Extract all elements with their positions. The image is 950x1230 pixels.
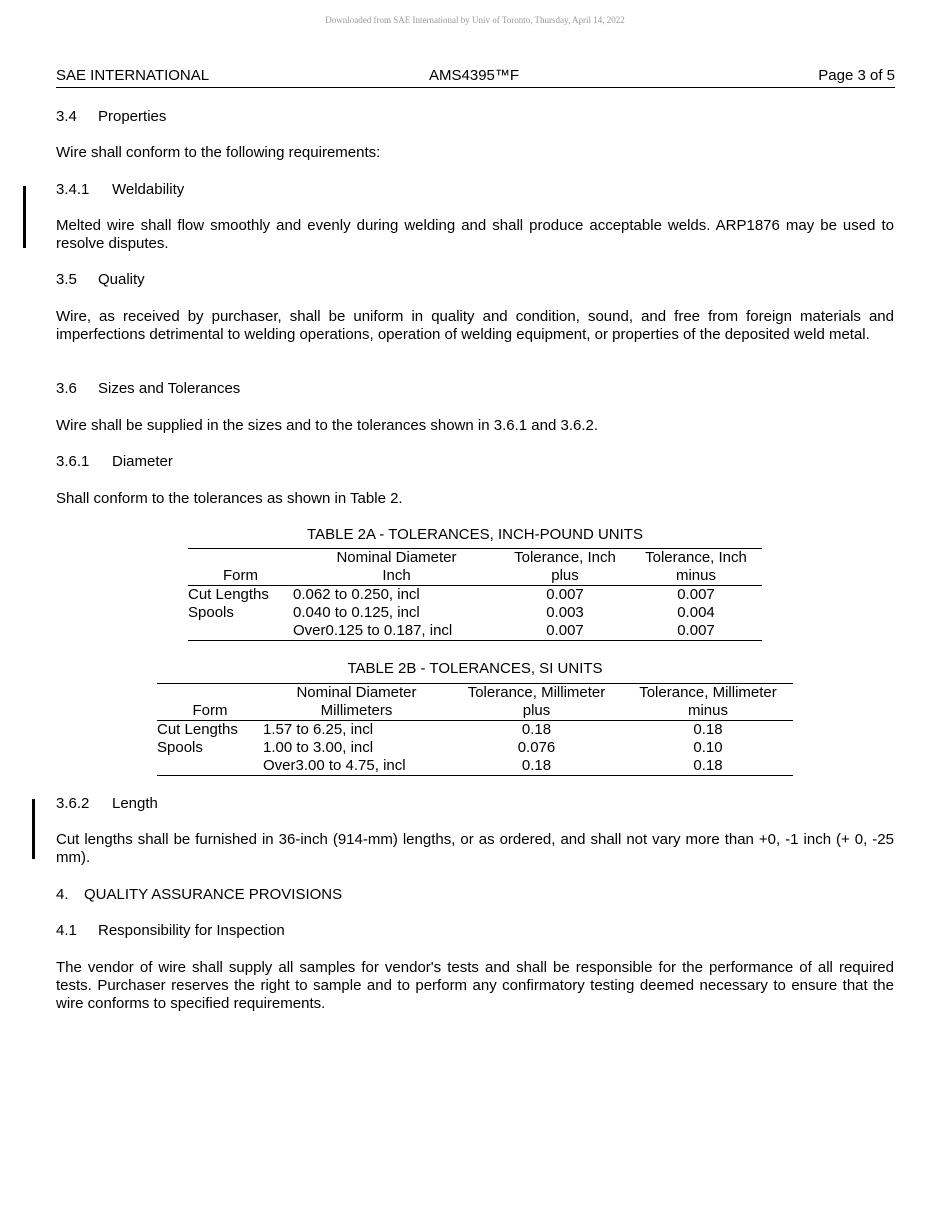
section-title: Weldability <box>112 181 185 198</box>
column-header-unit: Inch <box>293 567 500 586</box>
diameter-cell: 1.57 to 6.25, incl <box>263 721 374 738</box>
table-row <box>157 739 793 757</box>
page-header <box>56 67 895 88</box>
section-3-4-1-heading <box>56 181 894 199</box>
table-row <box>188 586 762 605</box>
diameter-cell: 1.00 to 3.00, incl <box>263 739 374 756</box>
section-title: Diameter <box>112 453 173 470</box>
section-3-4-body: Wire shall conform to the following requirements: <box>56 144 381 161</box>
table-2a-caption: TABLE 2A - TOLERANCES, INCH-POUND UNITS <box>307 526 643 543</box>
column-header-tolerance-minus: Tolerance, Inch <box>630 549 762 568</box>
section-3-6-body: Wire shall be supplied in the sizes and to the tolerances shown in 3.6.1 and 3.6.2. <box>56 417 598 434</box>
column-header-form <box>188 549 293 568</box>
minus-cell: 0.007 <box>630 622 762 641</box>
column-header-plus: plus <box>500 567 630 586</box>
section-title: QUALITY ASSURANCE PROVISIONS <box>84 886 343 903</box>
column-header-unit: Millimeters <box>263 702 450 721</box>
table-2b-caption: TABLE 2B - TOLERANCES, SI UNITS <box>347 660 603 677</box>
column-header-nominal-diameter: Nominal Diameter <box>293 549 500 568</box>
section-3-6-1-heading <box>56 453 894 471</box>
column-header-form: Form <box>157 702 263 721</box>
section-4-1-body: The vendor of wire shall supply all samples for vendor's tests and shall be responsible for the performance of all required tests. Purchaser reserves the right to sample and to perform any confirmatory testing deemed necessary to ensure that the wire conforms to specified requirements. <box>56 959 894 1012</box>
download-watermark: Downloaded from SAE International by Univ of Toronto, Thursday, April 14, 2022 <box>325 15 625 25</box>
section-3-6-2-body: Cut lengths shall be furnished in 36-inch (914-mm) lengths, or as ordered, and shall not vary more than +0, -1 inch (+ 0, -25 mm). <box>56 831 894 866</box>
section-title: Properties <box>98 108 167 125</box>
form-cell: Spools <box>188 604 234 621</box>
plus-cell: 0.18 <box>450 757 623 776</box>
section-title: Responsibility for Inspection <box>98 922 285 939</box>
section-number: 3.6 <box>56 380 77 397</box>
section-number: 4. <box>56 886 69 903</box>
section-number: 3.4 <box>56 108 77 125</box>
diameter-cell: 0.040 to 0.125, incl <box>293 604 420 621</box>
section-number: 4.1 <box>56 922 77 939</box>
plus-cell: 0.003 <box>546 604 584 621</box>
section-3-6-2-heading <box>56 795 894 813</box>
diameter-cell: Over3.00 to 4.75, incl <box>263 757 450 776</box>
form-cell: Spools <box>157 739 203 756</box>
section-3-4-heading <box>56 108 894 126</box>
plus-cell: 0.076 <box>517 739 556 756</box>
section-title: Length <box>112 795 158 812</box>
section-title: Sizes and Tolerances <box>98 380 241 397</box>
column-header-tolerance-plus: Tolerance, Inch <box>500 549 630 568</box>
section-4-1-heading <box>56 922 894 940</box>
form-cell: Cut Lengths <box>157 721 238 738</box>
table-2a <box>188 548 762 641</box>
section-number: 3.6.1 <box>56 453 90 470</box>
column-header-tolerance-plus: Tolerance, Millimeter <box>450 684 623 703</box>
minus-cell: 0.007 <box>677 586 715 603</box>
diameter-cell: Over0.125 to 0.187, incl <box>293 622 500 641</box>
minus-cell: 0.18 <box>693 721 723 738</box>
column-header-nominal-diameter: Nominal Diameter <box>263 684 450 703</box>
section-4-heading <box>56 886 894 904</box>
header-doc-number: AMS4395™F <box>429 67 520 84</box>
section-3-5-body: Wire, as received by purchaser, shall be uniform in quality and condition, sound, and free from foreign materials and imperfections detrimental to welding operations, operation of welding equipment, or properties of the deposited weld metal. <box>56 308 894 343</box>
column-header-form <box>157 684 263 703</box>
section-number: 3.4.1 <box>56 181 90 198</box>
plus-cell: 0.18 <box>521 721 552 738</box>
section-number: 3.5 <box>56 271 77 288</box>
section-number: 3.6.2 <box>56 795 90 812</box>
table-row <box>157 757 793 776</box>
column-header-minus: minus <box>623 702 793 721</box>
section-3-5-heading <box>56 271 894 289</box>
table-row <box>188 604 762 622</box>
header-page-number: Page 3 of 5 <box>818 67 895 84</box>
column-header-form: Form <box>188 567 293 586</box>
form-cell <box>188 622 293 641</box>
minus-cell: 0.004 <box>677 604 715 621</box>
revision-change-bar <box>23 186 26 248</box>
form-cell: Cut Lengths <box>188 586 269 603</box>
section-title: Quality <box>98 271 145 288</box>
section-3-4-1-body: Melted wire shall flow smoothly and evenly during welding and shall produce acceptable welds. ARP1876 may be used to resolve disputes. <box>56 217 894 252</box>
column-header-plus: plus <box>450 702 623 721</box>
section-3-6-1-body: Shall conform to the tolerances as shown in Table 2. <box>56 490 403 507</box>
diameter-cell: 0.062 to 0.250, incl <box>293 586 420 603</box>
section-3-6-heading <box>56 380 894 398</box>
minus-cell: 0.18 <box>623 757 793 776</box>
plus-cell: 0.007 <box>500 622 630 641</box>
minus-cell: 0.10 <box>693 739 723 756</box>
revision-change-bar <box>32 799 35 859</box>
table-2b <box>157 683 793 776</box>
column-header-tolerance-minus: Tolerance, Millimeter <box>623 684 793 703</box>
plus-cell: 0.007 <box>546 586 584 603</box>
header-publisher: SAE INTERNATIONAL <box>56 67 210 84</box>
column-header-minus: minus <box>630 567 762 586</box>
table-row <box>188 622 762 641</box>
table-row <box>157 721 793 740</box>
form-cell <box>157 757 263 776</box>
